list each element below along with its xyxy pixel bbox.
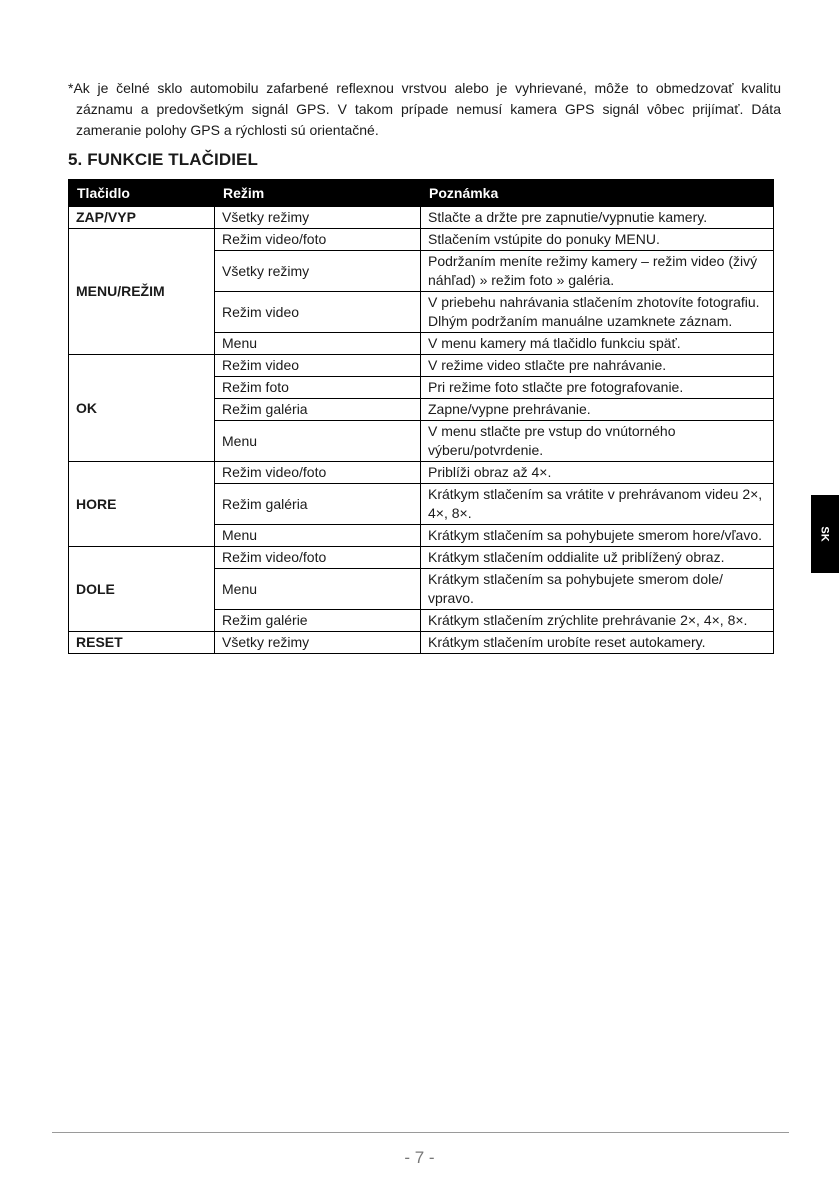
column-header-mode: Režim [215,180,421,207]
table-row [69,229,774,251]
mode-cell: Menu [215,421,421,462]
mode-cell: Režim video [215,292,421,333]
note-cell: Krátkym stlačením sa pohybujete smerom dole/ vpravo. [421,569,774,610]
page-number: - 7 - [404,1148,435,1167]
mode-cell: Režim video/foto [215,462,421,484]
table-row [69,462,774,484]
button-functions-table [68,179,774,654]
mode-cell: Režim video/foto [215,547,421,569]
mode-cell: Režim galéria [215,399,421,421]
button-name-cell: OK [69,355,215,462]
footer-divider [52,1132,789,1133]
note-cell: Stlačením vstúpite do ponuky MENU. [421,229,774,251]
section-title: 5. FUNKCIE TLAČIDIEL [68,150,258,169]
language-tab-label: SK [819,526,831,542]
button-name-cell: RESET [69,632,215,654]
note-cell: Krátkym stlačením sa vrátite v prehrávanom videu 2×, 4×, 8×. [421,484,774,525]
table-row [69,355,774,377]
mode-cell: Režim video/foto [215,229,421,251]
table-header-row [69,180,774,207]
mode-cell: Všetky režimy [215,251,421,292]
note-cell: Krátkym stlačením sa pohybujete smerom hore/vľavo. [421,525,774,547]
table-row [69,207,774,229]
button-name-cell: ZAP/VYP [69,207,215,229]
note-cell: V režime video stlačte pre nahrávanie. [421,355,774,377]
note-cell: Stlačte a držte pre zapnutie/vypnutie kamery. [421,207,774,229]
table-row [69,632,774,654]
mode-cell: Menu [215,525,421,547]
note-cell: Pri režime foto stlačte pre fotografovanie. [421,377,774,399]
note-cell: V menu kamery má tlačidlo funkciu späť. [421,333,774,355]
note-cell: Krátkym stlačením zrýchlite prehrávanie 2×, 4×, 8×. [421,610,774,632]
mode-cell: Menu [215,569,421,610]
button-name-cell: DOLE [69,547,215,632]
mode-cell: Režim galéria [215,484,421,525]
mode-cell: Režim video [215,355,421,377]
note-cell: Priblíži obraz až 4×. [421,462,774,484]
note-cell: V priebehu nahrávania stlačením zhotovíte fotografiu. Dlhým podržaním manuálne uzamknete záznam. [421,292,774,333]
note-cell: Podržaním meníte režimy kamery – režim video (živý náhľad) » režim foto » galéria. [421,251,774,292]
note-cell: V menu stlačte pre vstup do vnútorného výberu/potvrdenie. [421,421,774,462]
gps-footnote: *Ak je čelné sklo automobilu zafarbené reflexnou vrstvou alebo je vyhrievané, môže to obmedzovať kvalitu záznamu a predovšetkým signál GPS. V takom prípade nemusí kamera GPS signál vôbec prijímať. Dáta zameranie polohy GPS a rýchlosti sú orientačné. [68,80,781,138]
note-cell: Krátkym stlačením urobíte reset autokamery. [421,632,774,654]
column-header-button: Tlačidlo [69,180,215,207]
button-name-cell: MENU/REŽIM [69,229,215,355]
mode-cell: Režim foto [215,377,421,399]
mode-cell: Všetky režimy [215,207,421,229]
mode-cell: Menu [215,333,421,355]
note-cell: Krátkym stlačením oddialite už priblížený obraz. [421,547,774,569]
button-name-cell: HORE [69,462,215,547]
column-header-note: Poznámka [421,180,774,207]
mode-cell: Režim galérie [215,610,421,632]
table-row [69,547,774,569]
mode-cell: Všetky režimy [215,632,421,654]
language-tab [811,495,839,573]
note-cell: Zapne/vypne prehrávanie. [421,399,774,421]
